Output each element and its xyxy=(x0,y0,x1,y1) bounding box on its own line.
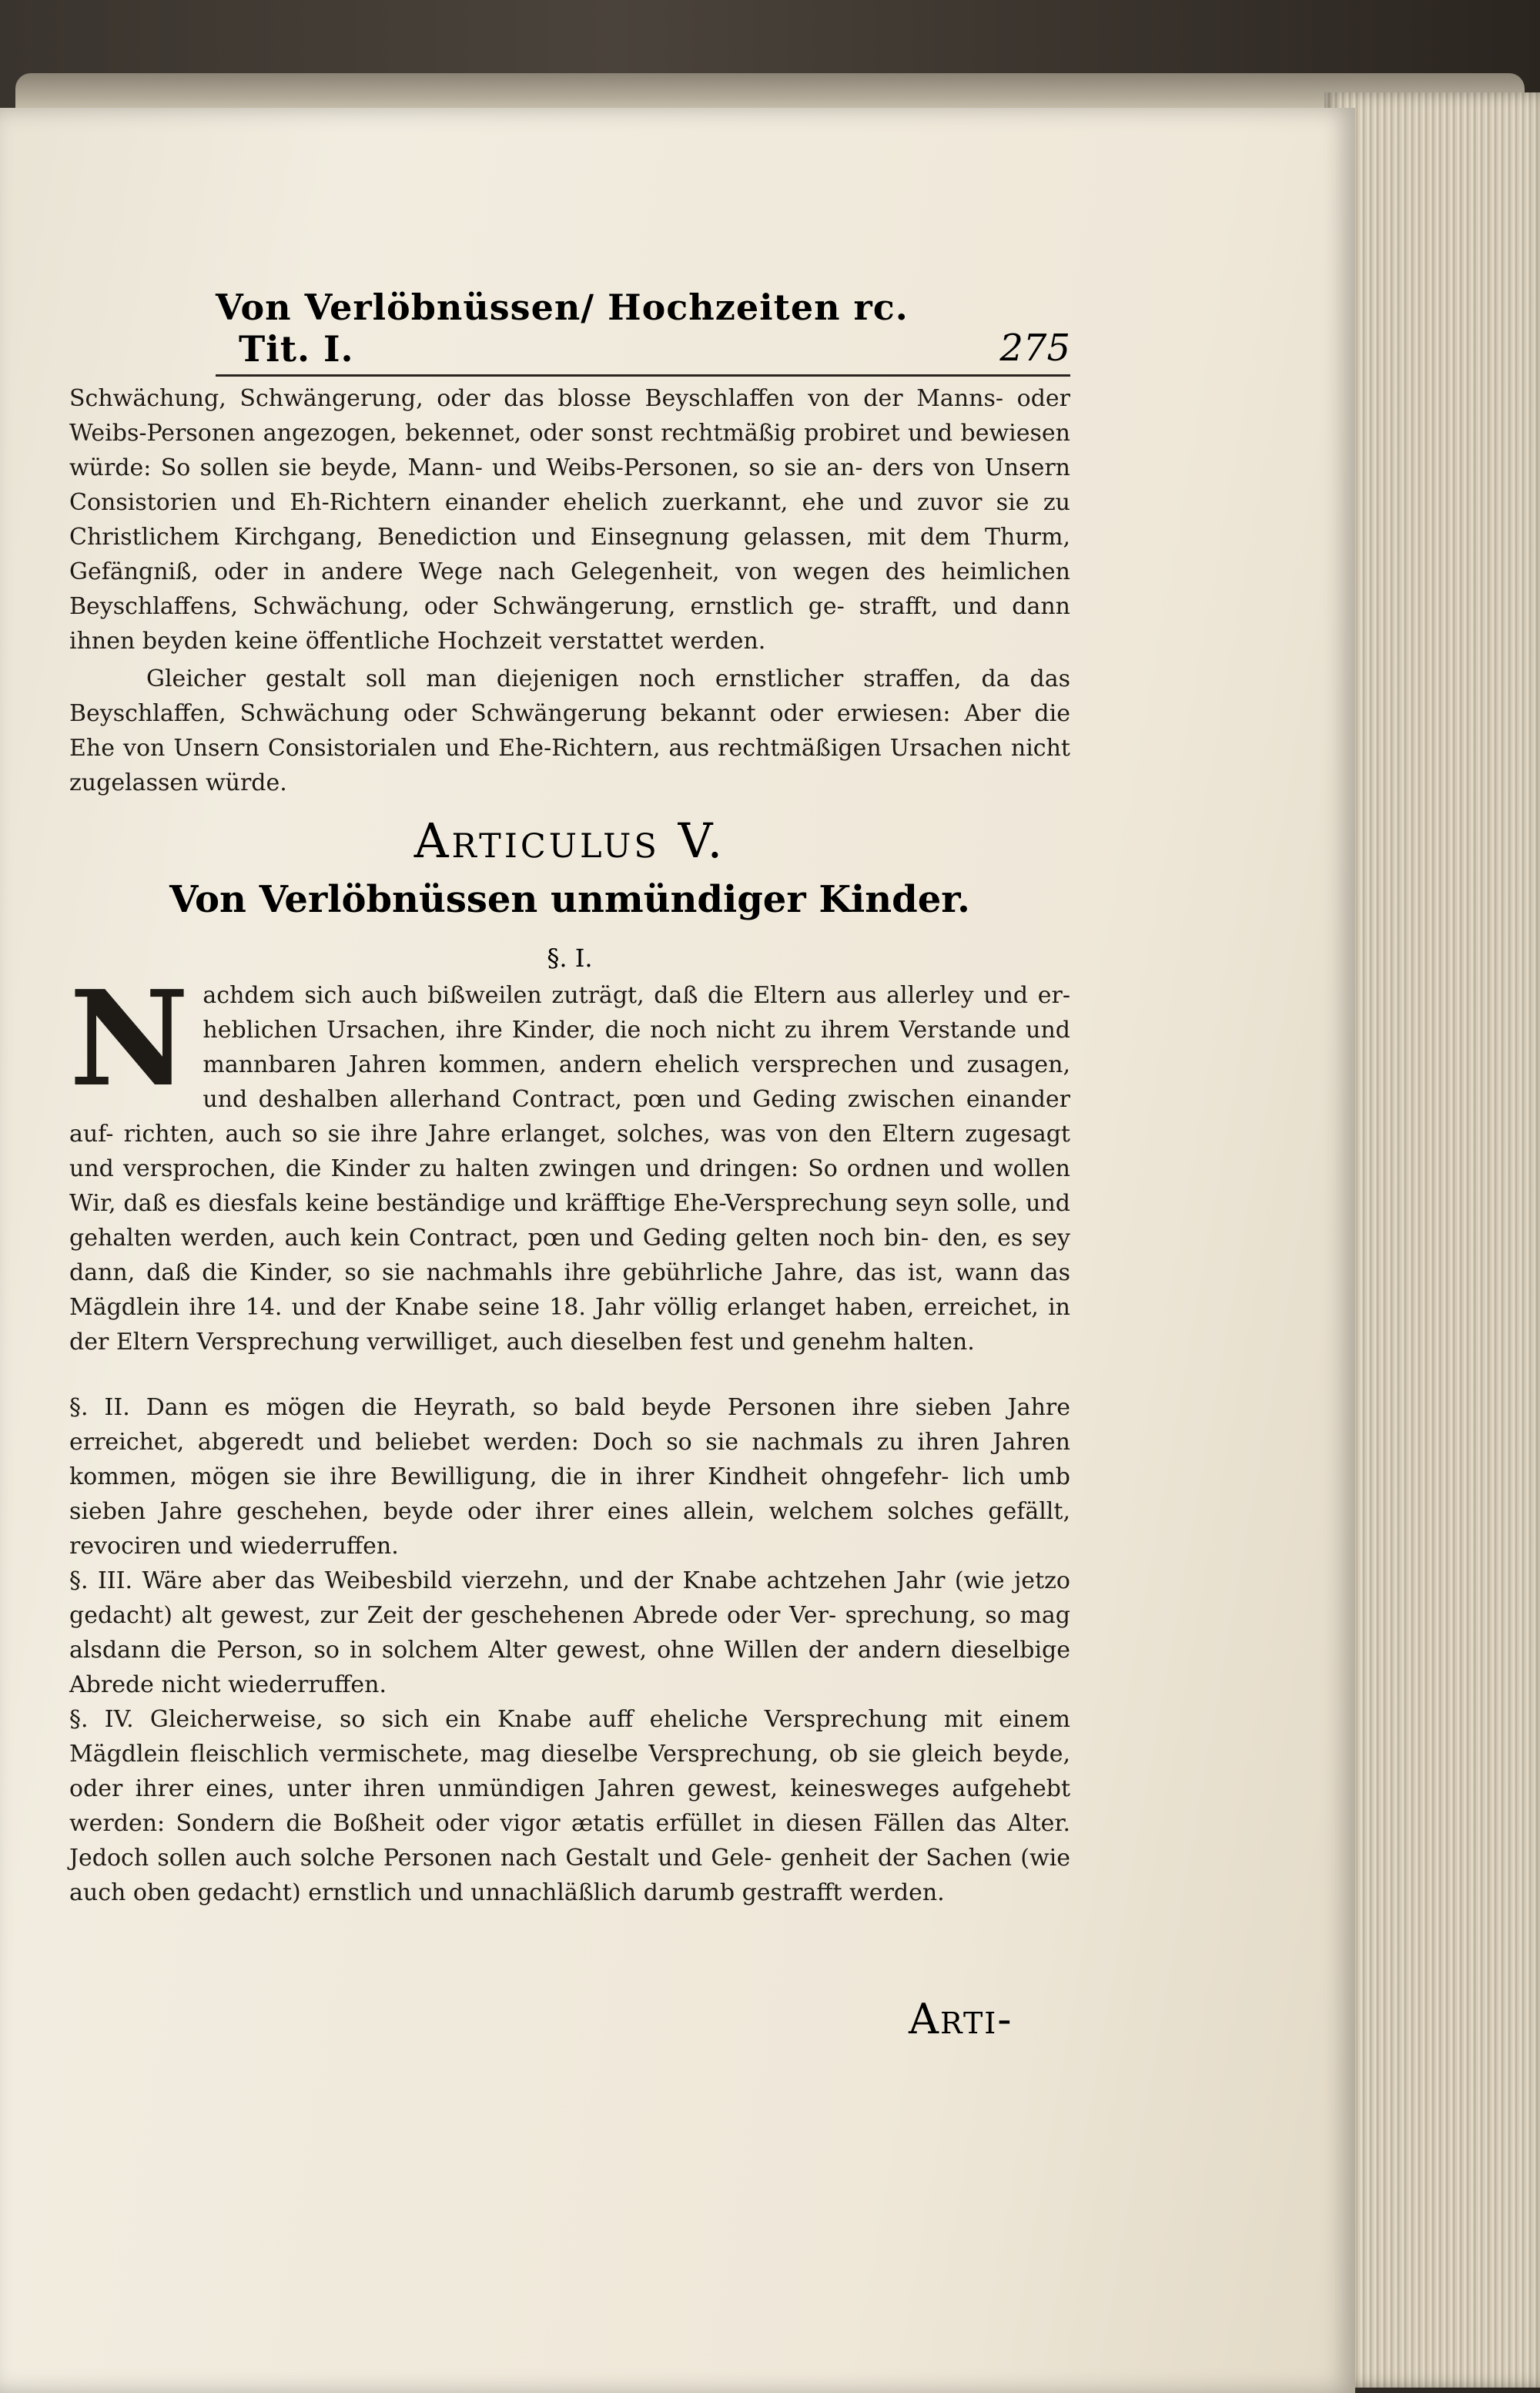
page-number: 275 xyxy=(999,327,1070,370)
section-4-mark: §. IV. xyxy=(69,1706,134,1733)
catchword: Arti- xyxy=(909,1995,1013,2043)
section-1-block xyxy=(69,962,1070,1362)
section-3-paragraph xyxy=(69,1563,1070,1702)
title-reference: Tit. I. xyxy=(239,328,354,370)
dropcap-initial: N xyxy=(69,962,189,1116)
section-2-mark: §. II. xyxy=(69,1394,130,1421)
section-3-block xyxy=(69,1563,1070,1705)
article-subtitle: Von Verlöbnüssen unmündiger Kinder. xyxy=(169,878,970,921)
section-4-block xyxy=(69,1702,1070,1913)
section-3-mark: §. III. xyxy=(69,1567,133,1594)
running-head-title xyxy=(216,287,999,370)
section-2-paragraph xyxy=(69,1390,1070,1563)
article-title: Articulus V. xyxy=(413,813,726,869)
section-2-block xyxy=(69,1390,1070,1567)
section-1-text: achdem sich auch bißweilen zuträgt, daß die Eltern aus allerley und er- heblichen Ursachen, ihre Kinder, die noch nicht zu ihrem Verstande und mannbaren Jahren kommen, andern ehelich versprechen und zusagen, und deshalben allerhand Contract, pœn und Geding zwischen einander auf- richten, auch so sie ihre Jahre erlanget, solches, was von den Eltern zugesagt und versprochen, die Kinder zu halten zwingen und dringen: So ordnen und wollen Wir, daß es diesfals keine beständige und kräfftige Ehe-Versprechung seyn solle, und gehalten werden, auch kein Contract, pœn und Geding gelten noch bin- den, es sey dann, daß die Kinder, so sie nachmahls ihre gebührliche Jahre, das ist, wann das Mägdlein ihre 14. und der Knabe seine 18. Jahr völlig erlanget haben, erreichet, in der Eltern Versprechung verwilliget, auch dieselben fest und genehm halten. xyxy=(69,982,1070,1356)
paragraph-continuation: Schwächung, Schwängerung, oder das blosse Beyschlaffen von der Manns- oder Weibs-Personen angezogen, bekennet, oder sonst rechtmäßig probiret und bewiesen würde: So sollen sie beyde, Mann- und Weibs-Personen, so sie an- ders von Unsern Consistorien und Eh-Richtern einander ehelich zuerkannt, ehe und zuvor sie zu Christlichem Kirchgang, Benediction und Einsegnung gelassen, mit dem Thurm, Gefängniß, oder in andere Wege nach Gelegenheit, von wegen des heimlichen Beyschlaffens, Schwächung, oder Schwängerung, ernstlich ge- strafft, und dann ihnen beyden keine öffentliche Hochzeit verstattet werden. xyxy=(69,385,1070,655)
section-4-text: Gleicherweise, so sich ein Knabe auff eheliche Versprechung mit einem Mägdlein fleischlich vermischete, mag dieselbe Versprechung, ob sie gleich beyde, oder ihrer eines, unter ihren unmündigen Jahren gewest, keinesweges aufgehebt werden: Sondern die Boßheit oder vigor ætatis erfüllet in diesen Fällen das Alter. Jedoch sollen auch solche Personen nach Gestalt und Gele- genheit der Sachen (wie auch oben gedacht) ernstlich und unnachläßlich darumb gestrafft werden. xyxy=(69,1706,1070,1906)
paragraph-gleicher: Gleicher gestalt soll man diejenigen noch ernstlicher straffen, da das Beyschlaffen, Schwächung oder Schwängerung bekannt oder erwiesen: Aber die Ehe von Unsern Consistorialen und Ehe-Richtern, aus rechtmäßigen Ursachen nicht zugelassen würde. xyxy=(69,665,1070,796)
section-4-paragraph xyxy=(69,1702,1070,1910)
section-2-text: Dann es mögen die Heyrath, so bald beyde Personen ihre sieben Jahre erreichet, abgeredt und beliebet werden: Doch so sie nachmals zu ihren Jahren kommen, mögen sie ihre Bewilligung, die in ihrer Kindheit ohngefehr- lich umb sieben Jahre geschehen, beyde oder ihrer eines allein, welchem solches gefällt, revociren und wiederruffen. xyxy=(69,1394,1070,1560)
section-3-text: Wäre aber das Weibesbild vierzehn, und der Knabe achtzehen Jahr (wie jetzo gedacht) alt gewest, zur Zeit der geschehenen Abrede oder Ver- sprechung, so mag alsdann die Person, so in solchem Alter gewest, ohne Willen der andern dieselbige Abrede nicht wiederruffen. xyxy=(69,1567,1070,1698)
text-block-top xyxy=(69,381,1070,803)
section-1-paragraph xyxy=(69,962,1070,1359)
section-mark-1: §. I. xyxy=(547,943,593,973)
running-head-text: Von Verlöbnüssen/ Hochzeiten rc. xyxy=(216,287,909,328)
book-page-edges xyxy=(1324,92,1540,2388)
running-header xyxy=(216,287,1070,377)
